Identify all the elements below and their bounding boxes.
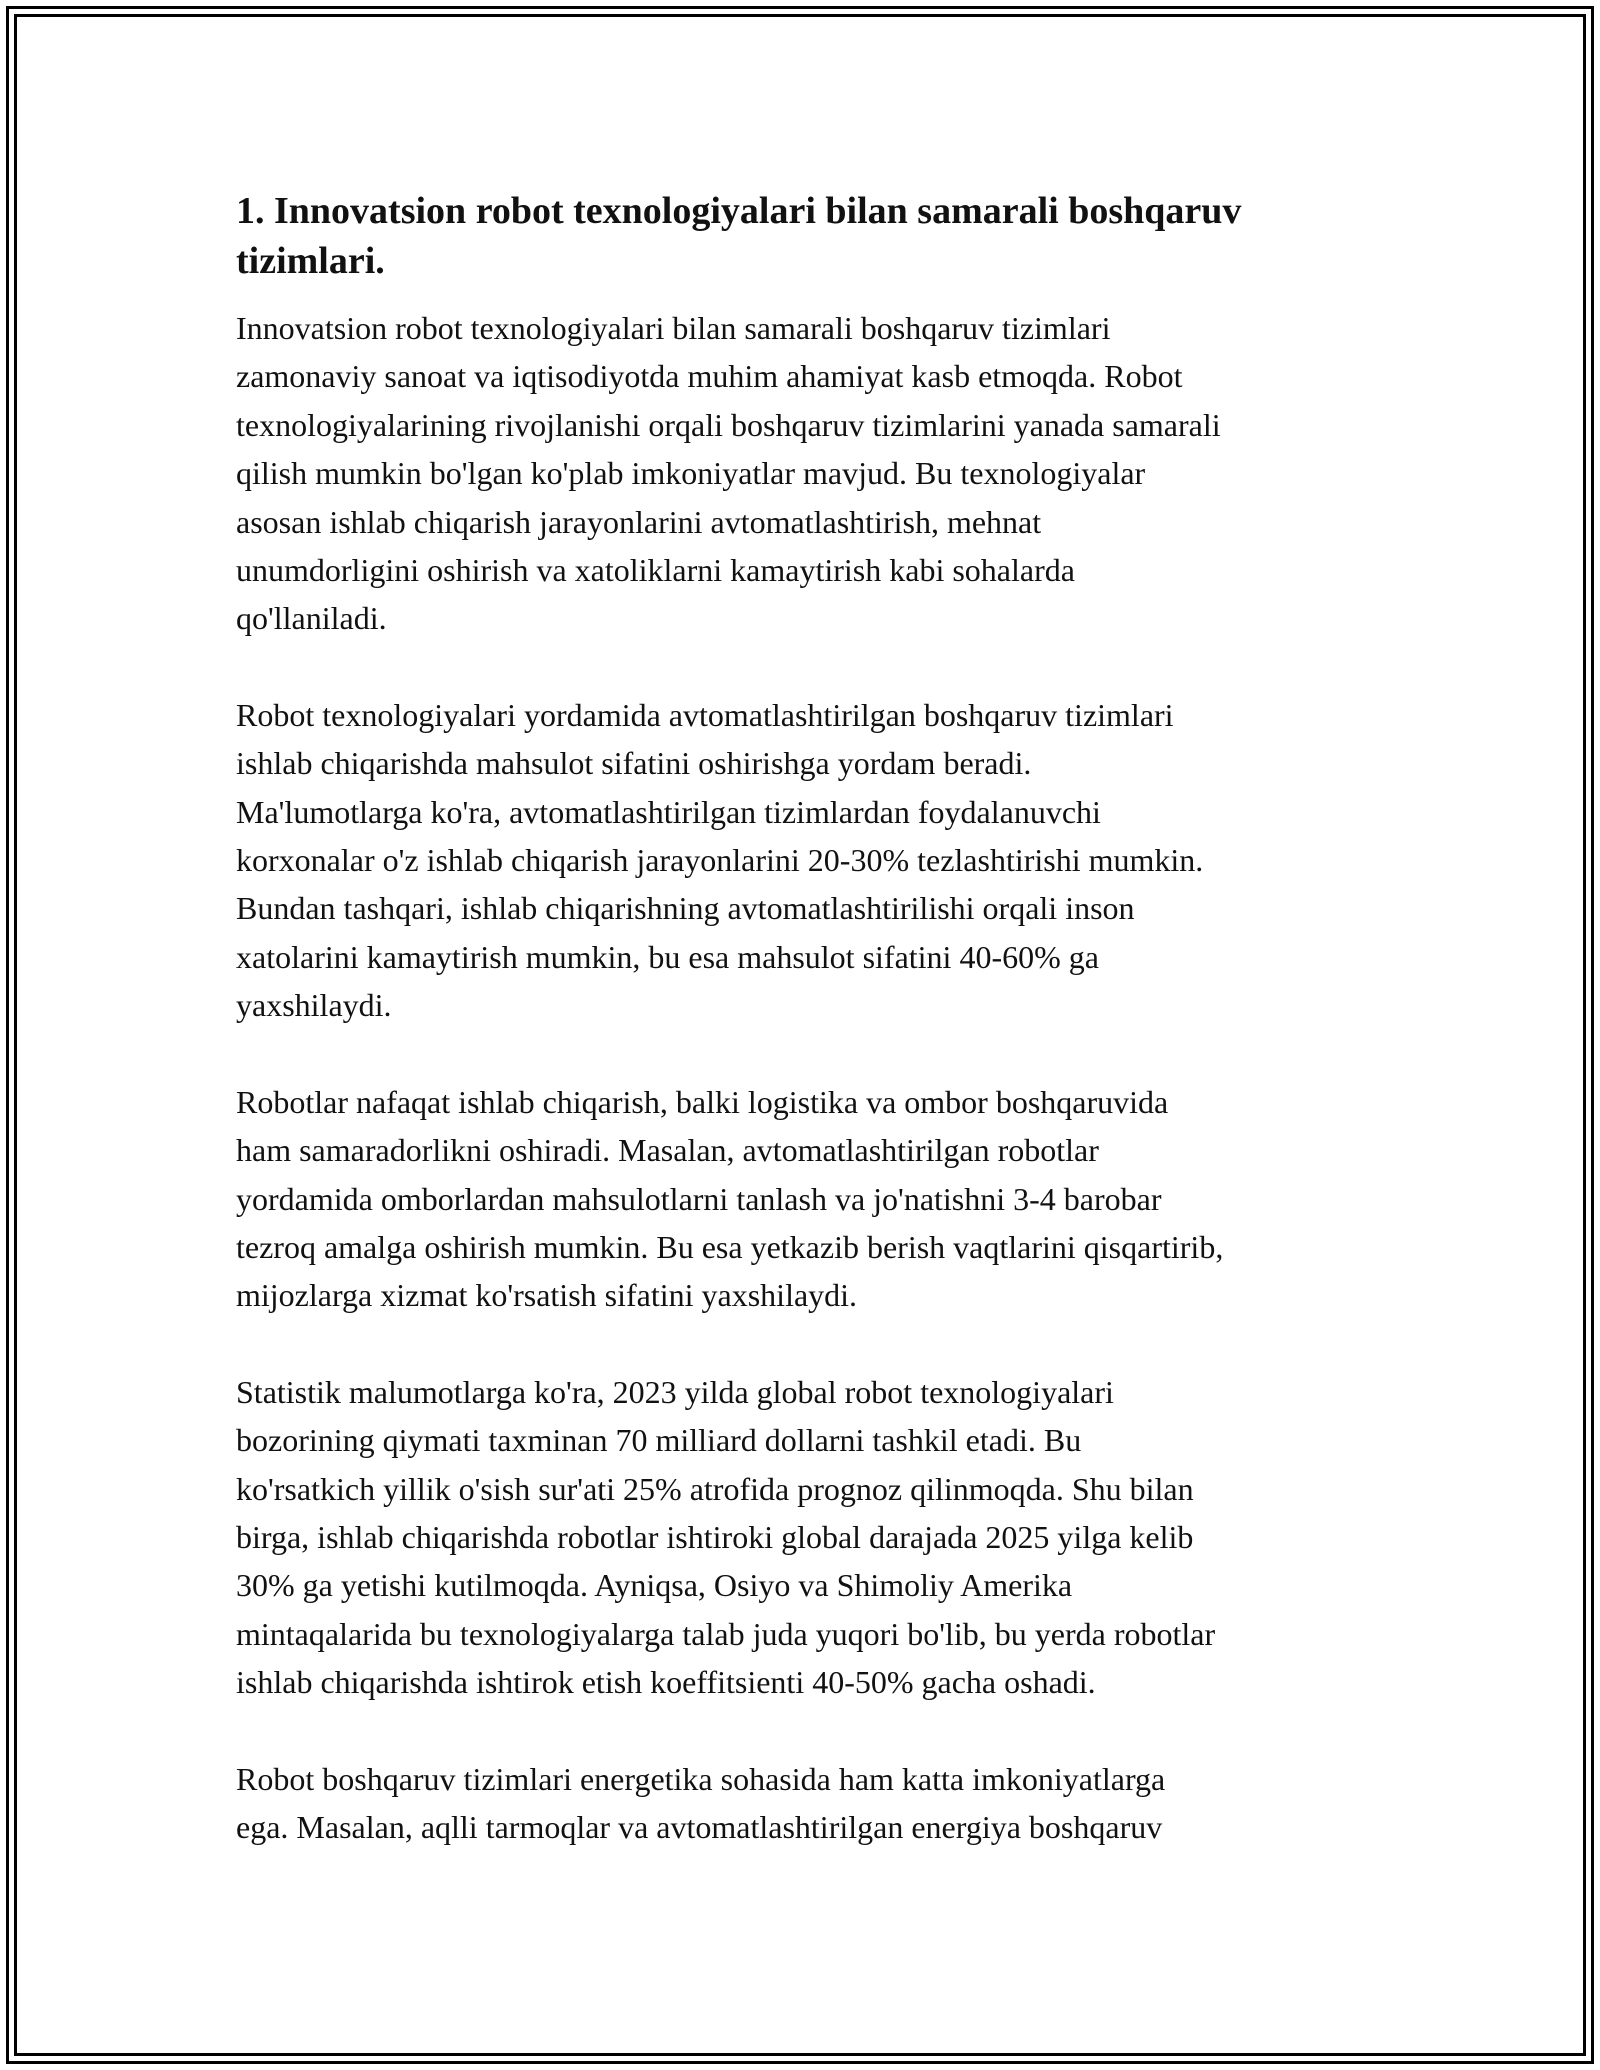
paragraph-3: Robotlar nafaqat ishlab chiqarish, balki logistika va ombor boshqaruvida ham samaradorlikni oshiradi. Masalan, avtomatlashtirilgan robotlar yordamida omborlardan mahsulotlarni tanlash va jo'natishni 3-4 barobar tezroq amalga oshirish mumkin. Bu esa yetkazib berish vaqtlarini qisqartirib, mijozlarga xizmat ko'rsatish sifatini yaxshilaydi. bbox=[236, 1083, 1224, 1314]
section-heading: 1. Innovatsion robot texnologiyalari bilan samarali boshqaruv tizimlari. bbox=[236, 190, 1242, 282]
paragraph-1: Innovatsion robot texnologiyalari bilan samarali boshqaruv tizimlari zamonaviy sanoat va iqtisodiyotda muhim ahamiyat kasb etmoqda. Robot texnologiyalarining rivojlanishi orqali boshqaruv tizimlarini yanada samarali qilish mumkin bo'lgan ko'plab imkoniyatlar mavjud. Bu texnologiyalar asosan ishlab chiqarish jarayonlarini avtomatlashtirish, mehnat unumdorligini oshirish va xatoliklarni kamaytirish kabi sohalarda qo'llaniladi. bbox=[236, 310, 1221, 637]
paragraph-2: Robot texnologiyalari yordamida avtomatlashtirilgan boshqaruv tizimlari ishlab chiqarishda mahsulot sifatini oshirishga yordam beradi. Ma'lumotlarga ko'ra, avtomatlashtirilgan tizimlardan foydalanuvchi korxonalar o'z ishlab chiqarish jarayonlarini 20-30% tezlashtirishi mumkin. Bundan tashqari, ishlab chiqarishning avtomatlashtirilishi orqali inson xatolarini kamaytirish mumkin, bu esa mahsulot sifatini 40-60% ga yaxshilaydi. bbox=[236, 696, 1204, 1024]
document-body bbox=[236, 186, 1376, 1899]
paragraph-5: Robot boshqaruv tizimlari energetika sohasida ham katta imkoniyatlarga ega. Masalan, aqlli tarmoqlar va avtomatlashtirilgan energiya boshqaruv bbox=[236, 1760, 1166, 1845]
paragraph-4: Statistik malumotlarga ko'ra, 2023 yilda global robot texnologiyalari bozorining qiymati taxminan 70 milliard dollarni tashkil etadi. Bu ko'rsatkich yillik o'sish sur'ati 25% atrofida prognoz qilinmoqda. Shu bilan birga, ishlab chiqarishda robotlar ishtiroki global darajada 2025 yilga kelib 30% ga yetishi kutilmoqda. Ayniqsa, Osiyo va Shimoliy Amerika mintaqalarida bu texnologiyalarga talab juda yuqori bo'lib, bu yerda robotlar ishlab chiqarishda ishtirok etish koeffitsienti 40-50% gacha oshadi. bbox=[236, 1373, 1216, 1701]
